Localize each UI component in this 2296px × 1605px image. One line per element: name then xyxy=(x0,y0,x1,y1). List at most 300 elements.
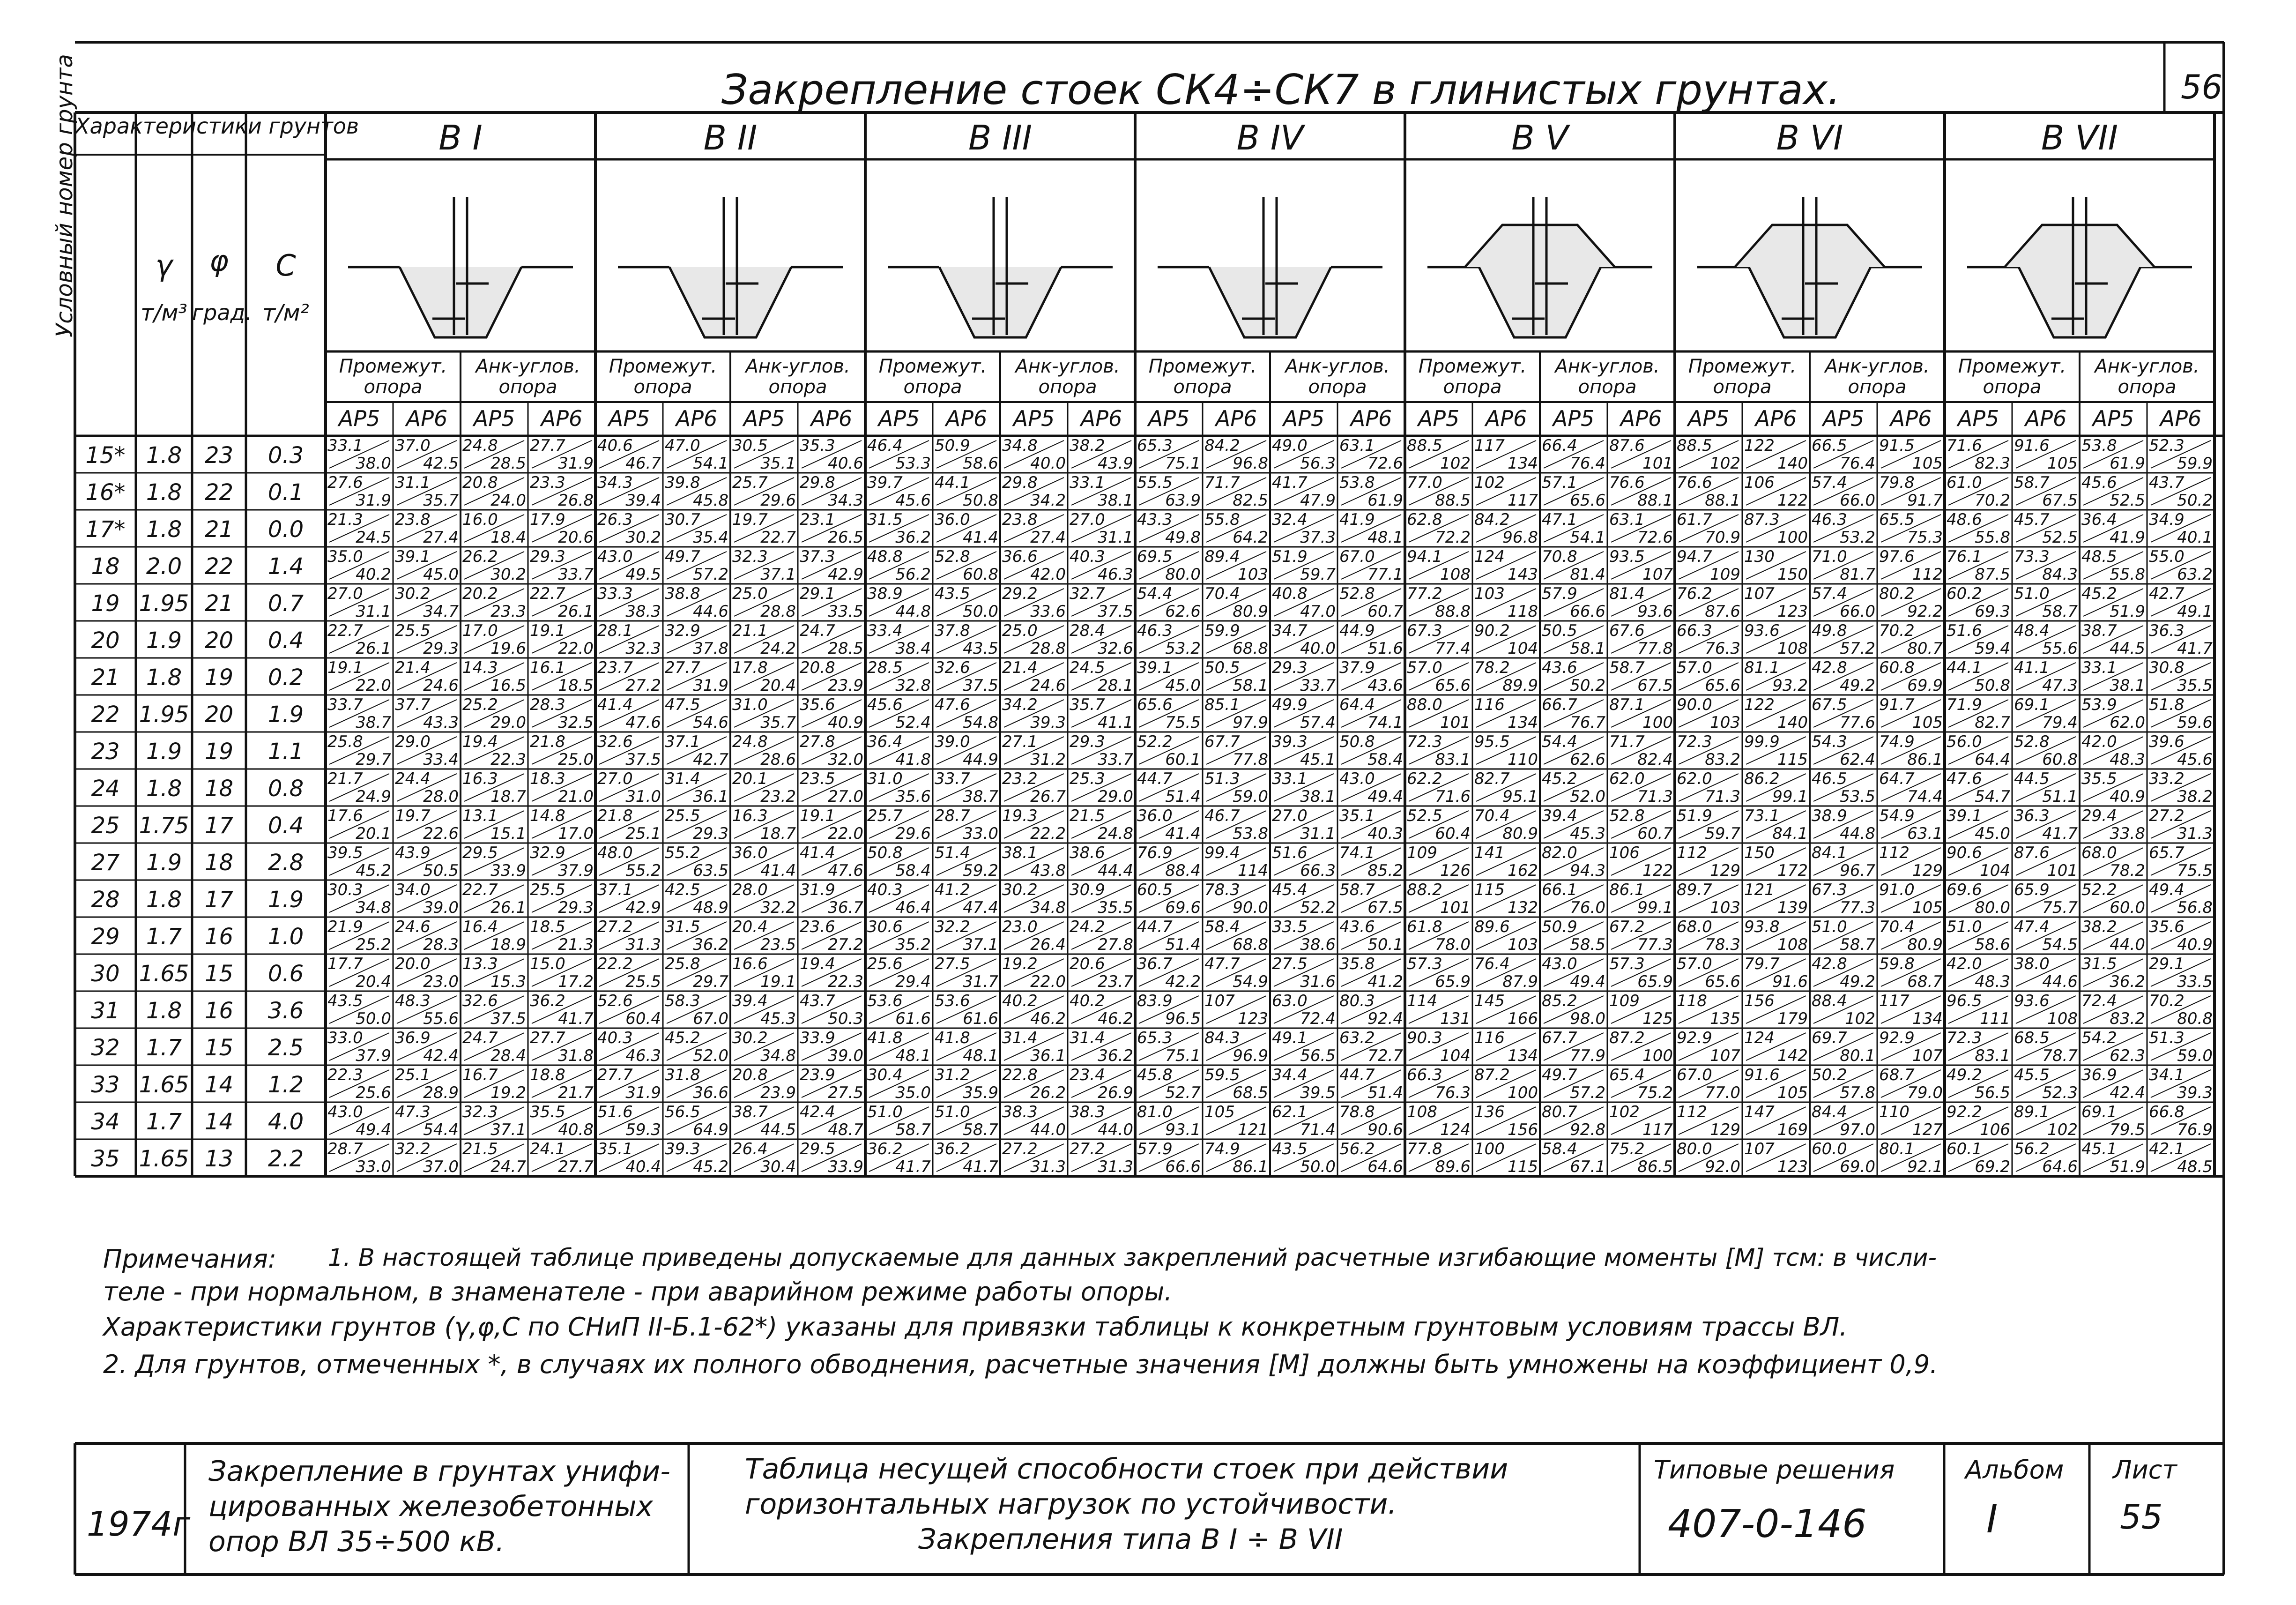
moment-emergency: 53.3 xyxy=(895,454,931,473)
moment-emergency: 95.1 xyxy=(1502,787,1538,806)
moment-emergency: 97.9 xyxy=(1233,713,1268,732)
moment-cell xyxy=(1405,437,1472,474)
moment-emergency: 93.6 xyxy=(1637,602,1673,621)
moment-cell xyxy=(1877,807,1945,844)
moment-cell xyxy=(1675,622,1742,659)
moment-normal: 67.0 xyxy=(1339,547,1375,566)
moment-emergency: 25.2 xyxy=(356,935,391,954)
moment-cell xyxy=(1877,955,1945,992)
moment-normal: 87.2 xyxy=(1474,1066,1510,1084)
moment-emergency: 19.1 xyxy=(760,972,796,991)
moment-emergency: 100 xyxy=(1508,1083,1538,1102)
moment-cell xyxy=(461,1029,528,1066)
ap-label: АР6 xyxy=(1755,406,1797,431)
soil-c: 0.8 xyxy=(267,776,304,802)
ap-label: АР5 xyxy=(2092,406,2134,431)
moment-emergency: 36.2 xyxy=(693,935,728,954)
moment-cell xyxy=(2147,992,2214,1029)
moment-normal: 89.7 xyxy=(1677,881,1712,899)
moment-emergency: 111 xyxy=(1980,1009,2010,1028)
moment-normal: 64.7 xyxy=(1879,769,1915,788)
moment-emergency: 117 xyxy=(1642,1120,1673,1139)
moment-emergency: 66.6 xyxy=(1165,1157,1201,1176)
moment-normal: 43.5 xyxy=(327,992,363,1010)
moment-cell xyxy=(1810,474,1877,511)
moment-emergency: 78.0 xyxy=(1435,935,1471,954)
moment-normal: 31.5 xyxy=(665,918,700,936)
moment-normal: 94.7 xyxy=(1677,547,1712,566)
moment-normal: 84.3 xyxy=(1204,1029,1240,1047)
moment-cell xyxy=(2012,437,2080,474)
moment-emergency: 57.8 xyxy=(1840,1083,1875,1102)
moment-cell xyxy=(798,1140,865,1177)
moment-emergency: 89.6 xyxy=(1435,1157,1471,1176)
moment-cell xyxy=(1810,659,1877,696)
moment-emergency: 58.7 xyxy=(963,1120,998,1139)
group-title: В VII xyxy=(2041,118,2118,157)
ap-label: АР6 xyxy=(406,406,448,431)
moment-emergency: 110 xyxy=(1508,750,1538,769)
moment-cell xyxy=(461,696,528,733)
moment-cell xyxy=(1135,918,1203,955)
moment-normal: 51.6 xyxy=(597,1103,633,1121)
moment-cell xyxy=(798,585,865,622)
moment-cell xyxy=(1540,659,1607,696)
moment-normal: 17.6 xyxy=(327,806,363,825)
moment-cell xyxy=(798,1066,865,1103)
moment-normal: 45.6 xyxy=(867,695,903,714)
moment-cell xyxy=(798,733,865,770)
moment-cell xyxy=(461,881,528,918)
moment-normal: 33.1 xyxy=(1070,473,1105,492)
moment-cell xyxy=(1877,881,1945,918)
moment-cell xyxy=(865,622,933,659)
moment-cell xyxy=(1135,437,1203,474)
moment-normal: 27.7 xyxy=(530,436,565,455)
moment-normal: 106 xyxy=(1609,844,1640,862)
moment-normal: 107 xyxy=(1204,992,1235,1010)
moment-normal: 34.1 xyxy=(2149,1066,2185,1084)
moment-normal: 22.7 xyxy=(530,584,565,603)
moment-cell xyxy=(1472,1140,1540,1177)
moment-emergency: 81.7 xyxy=(1840,565,1875,584)
moment-cell xyxy=(461,770,528,807)
moment-normal: 88.5 xyxy=(1677,436,1712,455)
moment-cell xyxy=(663,437,730,474)
opora-intermediate: Промежут. опора xyxy=(878,356,987,398)
moment-cell xyxy=(1270,437,1337,474)
moment-normal: 27.0 xyxy=(1070,510,1105,529)
moment-cell xyxy=(1810,548,1877,585)
moment-normal: 80.7 xyxy=(1542,1103,1577,1121)
moment-normal: 80.0 xyxy=(1677,1140,1712,1158)
moment-normal: 28.1 xyxy=(597,621,633,640)
moment-normal: 33.2 xyxy=(2149,769,2185,788)
moment-cell xyxy=(1000,474,1068,511)
moment-cell xyxy=(1405,696,1472,733)
moment-normal: 25.7 xyxy=(867,806,903,825)
moment-normal: 16.3 xyxy=(732,806,768,825)
moment-cell xyxy=(595,1103,663,1140)
moment-cell xyxy=(865,1066,933,1103)
moment-emergency: 38.6 xyxy=(1300,935,1336,954)
ap-label: АР6 xyxy=(2025,406,2067,431)
page-number: 56 xyxy=(2181,68,2223,106)
soil-gamma: 1.95 xyxy=(139,590,189,617)
moment-cell xyxy=(595,807,663,844)
soil-number: 33 xyxy=(91,1072,120,1098)
moment-cell xyxy=(1877,696,1945,733)
moment-cell xyxy=(528,696,595,733)
moment-normal: 16.1 xyxy=(530,658,565,677)
ap-label: АР5 xyxy=(1283,406,1325,431)
moment-emergency: 77.3 xyxy=(1637,935,1673,954)
moment-cell xyxy=(730,881,798,918)
moment-cell xyxy=(2147,807,2214,844)
moment-cell xyxy=(1405,955,1472,992)
moment-normal: 112 xyxy=(1677,844,1707,862)
moment-emergency: 65.9 xyxy=(1637,972,1673,991)
moment-normal: 72.3 xyxy=(1947,1029,1982,1047)
moment-normal: 74.9 xyxy=(1204,1140,1240,1158)
moment-cell xyxy=(1337,585,1405,622)
moment-emergency: 33.9 xyxy=(490,861,526,880)
moment-emergency: 101 xyxy=(2047,861,2078,880)
moment-emergency: 36.2 xyxy=(1098,1046,1133,1065)
moment-normal: 48.6 xyxy=(1947,510,1982,529)
moment-cell xyxy=(1877,1066,1945,1103)
moment-cell xyxy=(326,955,393,992)
moment-emergency: 60.8 xyxy=(963,565,998,584)
moment-emergency: 31.8 xyxy=(558,1046,594,1065)
moment-normal: 46.5 xyxy=(1812,769,1847,788)
moment-normal: 107 xyxy=(1744,584,1775,603)
moment-normal: 70.2 xyxy=(2149,992,2185,1010)
moment-cell xyxy=(2080,696,2147,733)
moment-normal: 61.0 xyxy=(1947,473,1982,492)
moment-cell xyxy=(461,622,528,659)
moment-normal: 82.0 xyxy=(1542,844,1577,862)
moment-normal: 47.7 xyxy=(1204,955,1240,973)
soil-number: 27 xyxy=(91,850,120,876)
moment-normal: 76.6 xyxy=(1609,473,1645,492)
moment-emergency: 169 xyxy=(1777,1120,1808,1139)
moment-cell xyxy=(865,1140,933,1177)
moment-emergency: 51.4 xyxy=(1165,787,1201,806)
moment-emergency: 45.0 xyxy=(1165,676,1201,695)
soil-c: 2.8 xyxy=(267,850,304,876)
moment-emergency: 51.1 xyxy=(2042,787,2078,806)
soil-phi: 21 xyxy=(204,590,234,617)
moment-emergency: 107 xyxy=(1642,565,1673,584)
moment-normal: 57.9 xyxy=(1137,1140,1173,1158)
moment-emergency: 59.2 xyxy=(963,861,998,880)
moment-emergency: 34.8 xyxy=(760,1046,796,1065)
moment-emergency: 24.2 xyxy=(760,639,796,658)
moment-normal: 86.1 xyxy=(1609,881,1645,899)
group-title: В III xyxy=(968,118,1032,157)
moment-emergency: 31.2 xyxy=(1030,750,1066,769)
moment-cell xyxy=(798,770,865,807)
moment-emergency: 32.0 xyxy=(828,750,863,769)
moment-cell xyxy=(1742,881,1810,918)
moment-cell xyxy=(1675,474,1742,511)
opora-intermediate: Промежут. опора xyxy=(1958,356,2066,398)
moment-emergency: 31.3 xyxy=(1030,1157,1066,1176)
moment-emergency: 52.4 xyxy=(895,713,931,732)
moment-cell xyxy=(393,918,461,955)
moment-normal: 91.7 xyxy=(1879,695,1915,714)
soil-gamma: 1.95 xyxy=(139,702,189,728)
moment-normal: 19.4 xyxy=(800,955,835,973)
moment-cell xyxy=(1675,1029,1742,1066)
moment-normal: 66.1 xyxy=(1542,881,1577,899)
moment-cell xyxy=(2012,844,2080,881)
moment-cell xyxy=(1540,1140,1607,1177)
moment-emergency: 67.0 xyxy=(693,1009,728,1028)
moment-emergency: 18.5 xyxy=(558,676,594,695)
moment-emergency: 50.3 xyxy=(828,1009,863,1028)
moment-normal: 57.9 xyxy=(1542,584,1577,603)
moment-cell xyxy=(1068,881,1135,918)
moment-cell xyxy=(730,770,798,807)
moment-emergency: 42.9 xyxy=(828,565,863,584)
moment-cell xyxy=(1135,881,1203,918)
moment-cell xyxy=(933,696,1000,733)
moment-cell xyxy=(865,548,933,585)
moment-normal: 62.8 xyxy=(1407,510,1442,529)
moment-normal: 89.4 xyxy=(1204,547,1240,566)
soil-number: 31 xyxy=(91,998,120,1024)
moment-emergency: 31.9 xyxy=(558,454,594,473)
moment-emergency: 85.2 xyxy=(1367,861,1403,880)
moment-normal: 87.2 xyxy=(1609,1029,1645,1047)
moment-cell xyxy=(1607,474,1675,511)
moment-emergency: 46.2 xyxy=(1030,1009,1066,1028)
moment-emergency: 72.4 xyxy=(1300,1009,1336,1028)
moment-emergency: 77.3 xyxy=(1840,898,1875,917)
moment-emergency: 36.2 xyxy=(895,528,931,547)
moment-emergency: 59.3 xyxy=(625,1120,661,1139)
moment-normal: 62.1 xyxy=(1272,1103,1308,1121)
moment-cell xyxy=(1742,622,1810,659)
moment-normal: 117 xyxy=(1474,436,1505,455)
opora-anchor: Анк-углов. опора xyxy=(476,356,580,398)
moment-emergency: 41.2 xyxy=(1367,972,1403,991)
moment-emergency: 31.7 xyxy=(963,972,998,991)
moment-cell xyxy=(933,622,1000,659)
moment-emergency: 31.0 xyxy=(625,787,661,806)
moment-normal: 136 xyxy=(1474,1103,1505,1121)
moment-cell xyxy=(1540,511,1607,548)
moment-emergency: 31.3 xyxy=(1098,1157,1133,1176)
moment-normal: 65.5 xyxy=(1879,510,1915,529)
moment-emergency: 58.6 xyxy=(963,454,998,473)
moment-normal: 24.8 xyxy=(732,732,768,751)
moment-cell xyxy=(1675,548,1742,585)
moment-normal: 39.1 xyxy=(1947,806,1982,825)
moment-emergency: 45.8 xyxy=(693,491,728,510)
moment-cell xyxy=(1810,992,1877,1029)
note-line-2: теле - при нормальном, в знаменателе - при аварийном режиме работы опоры. xyxy=(103,1277,1173,1306)
moment-cell xyxy=(1068,918,1135,955)
moment-normal: 51.8 xyxy=(2149,695,2185,714)
moment-emergency: 20.4 xyxy=(356,972,391,991)
moment-normal: 19.2 xyxy=(1002,955,1038,973)
moment-normal: 29.2 xyxy=(1002,584,1038,603)
moment-emergency: 38.1 xyxy=(1098,491,1133,510)
moment-emergency: 39.4 xyxy=(625,491,661,510)
moment-cell xyxy=(1405,844,1472,881)
moment-normal: 66.5 xyxy=(1812,436,1847,455)
moment-cell xyxy=(663,807,730,844)
moment-normal: 66.8 xyxy=(2149,1103,2185,1121)
soil-c: 0.4 xyxy=(267,627,304,654)
moment-cell xyxy=(1810,881,1877,918)
moment-normal: 79.7 xyxy=(1744,955,1780,973)
soil-phi: 18 xyxy=(204,776,234,802)
moment-emergency: 54.5 xyxy=(2042,935,2078,954)
moment-normal: 81.0 xyxy=(1137,1103,1173,1121)
moment-normal: 60.8 xyxy=(1879,658,1915,677)
moment-emergency: 27.7 xyxy=(558,1157,594,1176)
moment-normal: 31.4 xyxy=(665,769,700,788)
moment-cell xyxy=(1540,696,1607,733)
moment-emergency: 40.2 xyxy=(356,565,391,584)
moment-cell xyxy=(1675,881,1742,918)
moment-emergency: 74.1 xyxy=(1367,713,1403,732)
moment-cell xyxy=(730,622,798,659)
moment-cell xyxy=(1203,622,1270,659)
moment-cell xyxy=(1877,474,1945,511)
moment-emergency: 64.6 xyxy=(1367,1157,1403,1176)
moment-emergency: 39.0 xyxy=(828,1046,863,1065)
soil-number: 16* xyxy=(85,479,126,506)
moment-cell xyxy=(2012,696,2080,733)
moment-normal: 42.8 xyxy=(1812,955,1847,973)
moment-normal: 90.6 xyxy=(1947,844,1982,862)
moment-cell xyxy=(1337,955,1405,992)
opora-intermediate: Промежут. опора xyxy=(1148,356,1257,398)
soil-phi: 20 xyxy=(204,627,234,654)
moment-normal: 48.4 xyxy=(2014,621,2050,640)
moment-emergency: 43.5 xyxy=(963,639,998,658)
moment-emergency: 44.8 xyxy=(1840,824,1875,843)
soil-c: 0.3 xyxy=(267,442,304,469)
moment-normal: 28.7 xyxy=(327,1140,363,1158)
moment-normal: 49.1 xyxy=(1272,1029,1308,1047)
moment-cell xyxy=(2012,770,2080,807)
moment-emergency: 43.3 xyxy=(423,713,459,732)
moment-normal: 22.7 xyxy=(462,881,498,899)
moment-cell xyxy=(1540,1066,1607,1103)
moment-cell xyxy=(1405,659,1472,696)
moment-normal: 22.2 xyxy=(597,955,633,973)
moment-cell xyxy=(1472,770,1540,807)
moment-normal: 44.1 xyxy=(935,473,970,492)
moment-normal: 81.1 xyxy=(1744,658,1780,677)
moment-normal: 27.2 xyxy=(597,918,633,936)
moment-normal: 32.3 xyxy=(462,1103,498,1121)
moment-normal: 47.0 xyxy=(665,436,700,455)
moment-normal: 115 xyxy=(1474,881,1505,899)
soil-gamma: 1.9 xyxy=(146,739,182,765)
moment-cell xyxy=(2147,918,2214,955)
ap-label: АР6 xyxy=(676,406,718,431)
moment-cell xyxy=(461,918,528,955)
moment-emergency: 28.8 xyxy=(760,602,796,621)
moment-emergency: 76.4 xyxy=(1570,454,1605,473)
moment-emergency: 32.5 xyxy=(558,713,594,732)
moment-cell xyxy=(2080,511,2147,548)
moment-emergency: 67.5 xyxy=(1637,676,1673,695)
moment-cell xyxy=(1607,1140,1675,1177)
moment-emergency: 86.5 xyxy=(1637,1157,1673,1176)
moment-normal: 68.0 xyxy=(1677,918,1712,936)
moment-normal: 43.7 xyxy=(2149,473,2185,492)
moment-emergency: 96.9 xyxy=(1233,1046,1268,1065)
moment-cell xyxy=(393,992,461,1029)
moment-cell xyxy=(865,733,933,770)
moment-normal: 112 xyxy=(1677,1103,1707,1121)
moment-emergency: 27.4 xyxy=(423,528,459,547)
moment-emergency: 140 xyxy=(1777,454,1808,473)
moment-normal: 23.2 xyxy=(1002,769,1038,788)
moment-normal: 41.4 xyxy=(597,695,633,714)
moment-normal: 57.3 xyxy=(1407,955,1442,973)
moment-emergency: 35.4 xyxy=(693,528,728,547)
moment-cell xyxy=(2147,474,2214,511)
moment-normal: 70.4 xyxy=(1879,918,1915,936)
moment-normal: 37.3 xyxy=(800,547,835,566)
moment-emergency: 105 xyxy=(1912,713,1943,732)
moment-emergency: 68.7 xyxy=(1907,972,1943,991)
moment-normal: 36.2 xyxy=(935,1140,970,1158)
moment-cell xyxy=(1472,511,1540,548)
moment-normal: 92.2 xyxy=(1947,1103,1982,1121)
moment-normal: 36.0 xyxy=(732,844,768,862)
moment-emergency: 55.6 xyxy=(2042,639,2078,658)
moment-emergency: 52.2 xyxy=(1300,898,1336,917)
moment-cell xyxy=(865,696,933,733)
moment-normal: 100 xyxy=(1474,1140,1505,1158)
moment-emergency: 42.7 xyxy=(693,750,728,769)
moment-emergency: 28.6 xyxy=(760,750,796,769)
moment-emergency: 44.9 xyxy=(963,750,998,769)
moment-emergency: 104 xyxy=(1980,861,2010,880)
moment-normal: 45.2 xyxy=(2081,584,2117,603)
moment-cell xyxy=(1068,696,1135,733)
moment-emergency: 131 xyxy=(1440,1009,1471,1028)
moment-normal: 47.3 xyxy=(395,1103,431,1121)
moment-emergency: 118 xyxy=(1508,602,1538,621)
moment-cell xyxy=(393,1029,461,1066)
moment-normal: 49.0 xyxy=(1272,436,1308,455)
ap-label: АР5 xyxy=(743,406,785,431)
moment-emergency: 29.3 xyxy=(693,824,728,843)
moment-cell xyxy=(1675,511,1742,548)
moment-normal: 99.4 xyxy=(1204,844,1240,862)
moment-normal: 91.5 xyxy=(1879,436,1915,455)
moment-emergency: 162 xyxy=(1508,861,1538,880)
moment-normal: 43.3 xyxy=(1137,510,1173,529)
moment-normal: 77.8 xyxy=(1407,1140,1442,1158)
moment-normal: 24.5 xyxy=(1070,658,1105,677)
moment-emergency: 107 xyxy=(1912,1046,1943,1065)
ap-label: АР5 xyxy=(878,406,920,431)
moment-emergency: 64.9 xyxy=(693,1120,728,1139)
soil-c: 0.1 xyxy=(267,479,304,506)
